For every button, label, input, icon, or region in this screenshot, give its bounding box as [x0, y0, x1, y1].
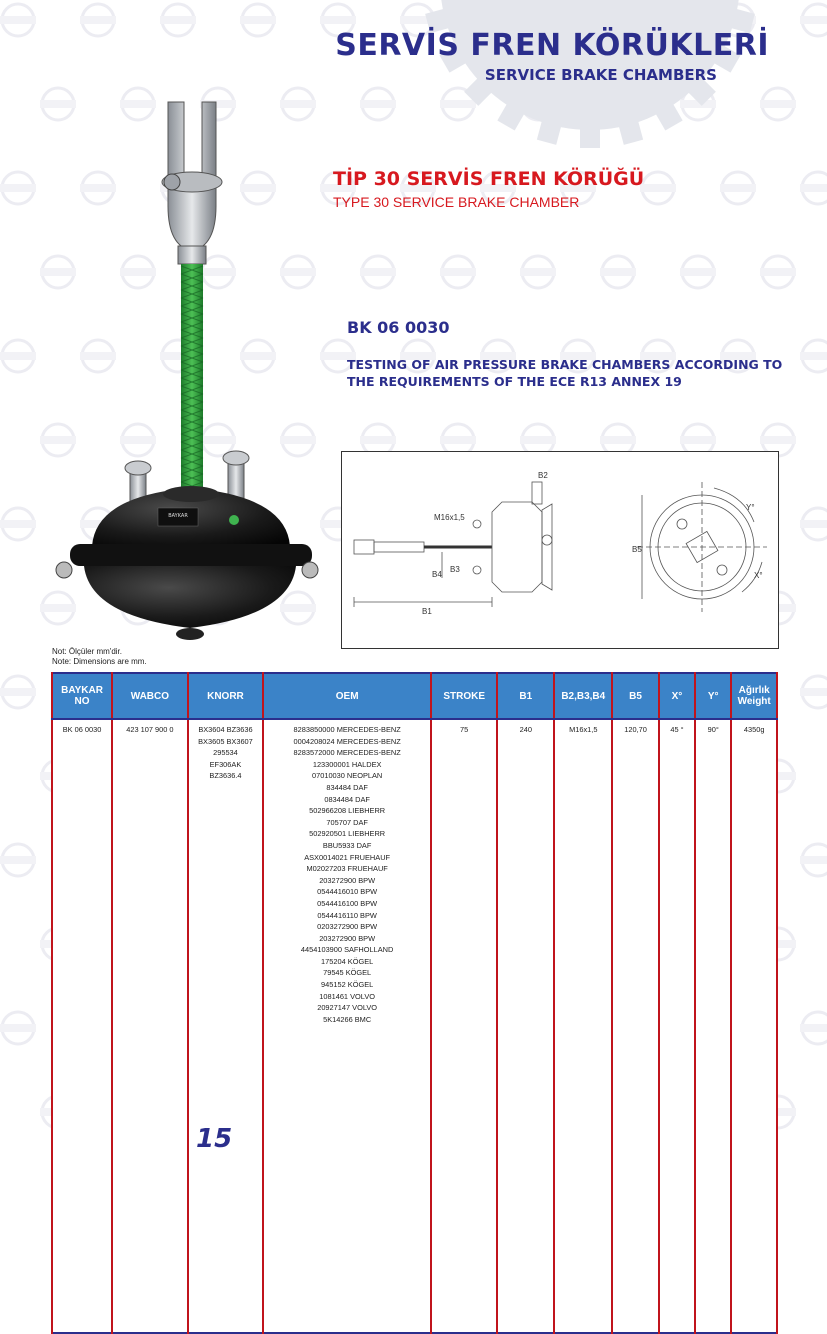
oem-number-line: 0544416100 BPW [317, 898, 378, 908]
product-title: TİP 30 SERVİS FREN KÖRÜĞÜ [333, 168, 645, 190]
oem-number-line: 502920501 LIEBHERR [309, 829, 386, 839]
cell-stroke: 75 [431, 719, 497, 1333]
oem-number-line: 4454103900 SAFHOLLAND [300, 945, 394, 955]
header-wabco: WABCO [112, 673, 188, 719]
table-row [52, 719, 777, 1333]
specification-table [51, 672, 778, 1334]
testing-standard-text: TESTING OF AIR PRESSURE BRAKE CHAMBERS ACCORDING TO THE REQUIREMENTS OF THE ECE R13 ANNEX 19 [347, 357, 783, 389]
technical-drawing-svg [342, 452, 778, 648]
oem-number-line: 5K14266 BMC [323, 1014, 372, 1024]
dim-b5: B5 [632, 545, 642, 554]
oem-number-line: 8283850000 MERCEDES-BENZ [293, 725, 401, 734]
oem-number-line: M02027203 FRUEHAUF [306, 864, 388, 874]
product-code: BK 06 0030 [347, 318, 450, 337]
oem-number-line: ASX0014021 FRUEHAUF [304, 852, 391, 862]
header-b5: B5 [612, 673, 659, 719]
header-x: X° [659, 673, 695, 719]
dim-y: Y° [746, 503, 755, 512]
cell-weight: 4350g [731, 719, 777, 1333]
oem-number-line: 0203272900 BPW [317, 922, 378, 932]
cell-baykar-no: BK 06 0030 [52, 719, 112, 1333]
header-oem: OEM [263, 673, 431, 719]
page-title: SERVİS FREN KÖRÜKLERİ [335, 28, 769, 63]
table-header-row [52, 673, 777, 719]
technical-drawing [341, 451, 779, 649]
oem-number-line: 07010030 NEOPLAN [312, 771, 383, 781]
dim-b2: B2 [538, 471, 548, 480]
header-baykar-no: BAYKAR NO [52, 673, 112, 719]
oem-number-line: 123300001 HALDEX [312, 759, 382, 769]
oem-number-line: 502966208 LIEBHERR [309, 806, 386, 816]
product-subtitle: TYPE 30 SERVICE BRAKE CHAMBER [333, 194, 580, 210]
cell-wabco: 423 107 900 0 [112, 719, 188, 1333]
dim-b1: B1 [422, 607, 432, 616]
oem-number-line: 79545 KÖGEL [323, 968, 372, 978]
header-weight-en: Weight [737, 696, 771, 707]
oem-number-line: 203272900 BPW [319, 875, 376, 885]
note-en: Note: Dimensions are mm. [52, 657, 147, 666]
header-y: Y° [695, 673, 731, 719]
oem-number-line: 20927147 VOLVO [317, 1003, 378, 1013]
oem-number-line: 8283572000 MERCEDES-BENZ [293, 748, 401, 758]
header-b2-b3-b4: B2,B3,B4 [554, 673, 612, 719]
dim-b3: B3 [450, 565, 460, 574]
chamber-brand-label: BAYKAR [168, 513, 188, 519]
oem-number-line: 1081461 VOLVO [319, 991, 376, 1001]
dim-b4: B4 [432, 570, 442, 579]
header-stroke: STROKE [431, 673, 497, 719]
oem-number-line: 705707 DAF [326, 817, 368, 827]
cell-oem [263, 719, 431, 1333]
knorr-number-line: EF306AK [209, 759, 242, 769]
oem-number-line: 0004208024 MERCEDES-BENZ [293, 736, 401, 746]
cell-b2-b3-b4: M16x1,5 [554, 719, 612, 1333]
header-b1: B1 [497, 673, 554, 719]
brake-chamber-photo [40, 96, 330, 646]
header-weight [731, 673, 777, 719]
knorr-number-line: 295534 [213, 748, 238, 758]
oem-number-line: 175204 KÖGEL [321, 956, 374, 966]
oem-number-line: 0544416110 BPW [317, 910, 377, 920]
oem-number-line: 945152 KÖGEL [321, 980, 374, 990]
cell-b5: 120,70 [612, 719, 659, 1333]
page-subtitle: SERVICE BRAKE CHAMBERS [484, 66, 717, 84]
oem-number-line: 0544416010 BPW [317, 887, 378, 897]
header-weight-tr: Ağırlık [738, 685, 770, 696]
oem-number-line: 0834484 DAF [324, 794, 370, 804]
cell-b1: 240 [497, 719, 554, 1333]
dimension-notes [52, 647, 147, 667]
cell-y: 90° [695, 719, 731, 1333]
cell-x: 45 ° [659, 719, 695, 1333]
thread-label: M16x1,5 [434, 513, 465, 522]
knorr-number-line: BX3605 BX3607 [198, 736, 253, 746]
dim-x: X° [754, 571, 763, 580]
note-tr: Not: Ölçüler mm'dir. [52, 647, 122, 656]
oem-number-line: 203272900 BPW [319, 933, 376, 943]
knorr-number-line: BX3604 BZ3636 [198, 725, 253, 734]
page-number: 15 [196, 1124, 233, 1154]
knorr-number-line: BZ3636.4 [209, 771, 242, 781]
oem-number-line: 834484 DAF [326, 782, 368, 792]
header-knorr: KNORR [188, 673, 264, 719]
cell-knorr [188, 719, 264, 1333]
oem-number-line: BBU5933 DAF [322, 840, 372, 850]
